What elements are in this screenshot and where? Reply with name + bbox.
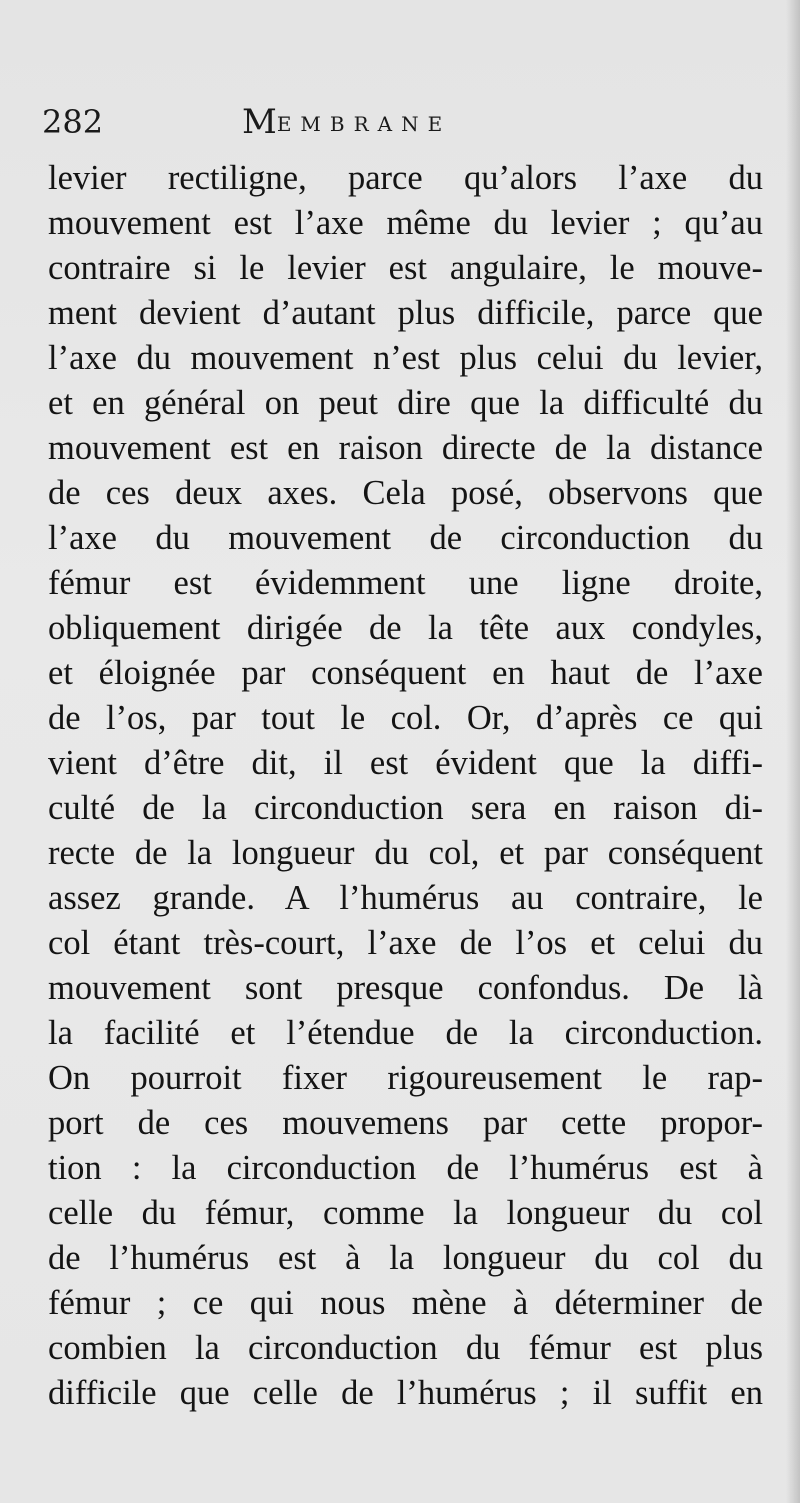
body-text <box>48 156 763 1416</box>
text-line: fémur ; ce qui nous mène à déterminer de <box>48 1284 763 1322</box>
text-line: de l’os, par tout le col. Or, d’après ce qui <box>48 699 763 737</box>
text-line: levier rectiligne, parce qu’alors l’axe du <box>48 159 763 197</box>
text-line: mouvement est en raison directe de la distance <box>48 429 763 467</box>
text-line: la facilité et l’étendue de la circonduction. <box>48 1014 763 1052</box>
page-header <box>42 102 742 142</box>
text-line: culté de la circonduction sera en raison di- <box>48 789 763 827</box>
text-line: contraire si le levier est angulaire, le mouve- <box>48 249 763 287</box>
text-line: celle du fémur, comme la longueur du col <box>48 1194 763 1232</box>
text-line: vient d’être dit, il est évident que la diffi- <box>48 744 763 782</box>
text-line: fémur est évidemment une ligne droite, <box>48 564 763 602</box>
text-line: assez grande. A l’humérus au contraire, le <box>48 879 763 917</box>
text-line: obliquement dirigée de la tête aux condyles, <box>48 609 763 647</box>
text-line: ment devient d’autant plus difficile, parce que <box>48 294 763 332</box>
text-line: l’axe du mouvement n’est plus celui du levier, <box>48 339 763 377</box>
text-line: de l’humérus est à la longueur du col du <box>48 1239 763 1277</box>
text-line: combien la circonduction du fémur est plus <box>48 1329 763 1367</box>
text-line: et en général on peut dire que la difficulté du <box>48 384 763 422</box>
page-number: 282 <box>42 103 104 141</box>
running-head-initial: M <box>242 102 277 142</box>
text-line: l’axe du mouvement de circonduction du <box>48 519 763 557</box>
text-line: mouvement sont presque confondus. De là <box>48 969 763 1007</box>
text-line: col étant très-court, l’axe de l’os et celui du <box>48 924 763 962</box>
page-edge-shadow <box>786 0 800 1503</box>
text-line: difficile que celle de l’humérus ; il suffit en <box>48 1374 763 1412</box>
text-line: tion : la circonduction de l’humérus est à <box>48 1149 763 1187</box>
text-line: recte de la longueur du col, et par conséquent <box>48 834 763 872</box>
text-line: port de ces mouvemens par cette propor- <box>48 1104 763 1142</box>
text-line: On pourroit fixer rigoureusement le rap- <box>48 1059 763 1097</box>
text-line: et éloignée par conséquent en haut de l’axe <box>48 654 763 692</box>
running-head <box>242 102 451 144</box>
text-line: mouvement est l’axe même du levier ; qu’au <box>48 204 763 242</box>
running-head-rest: EMBRANE <box>276 112 452 136</box>
text-line: de ces deux axes. Cela posé, observons que <box>48 474 763 512</box>
